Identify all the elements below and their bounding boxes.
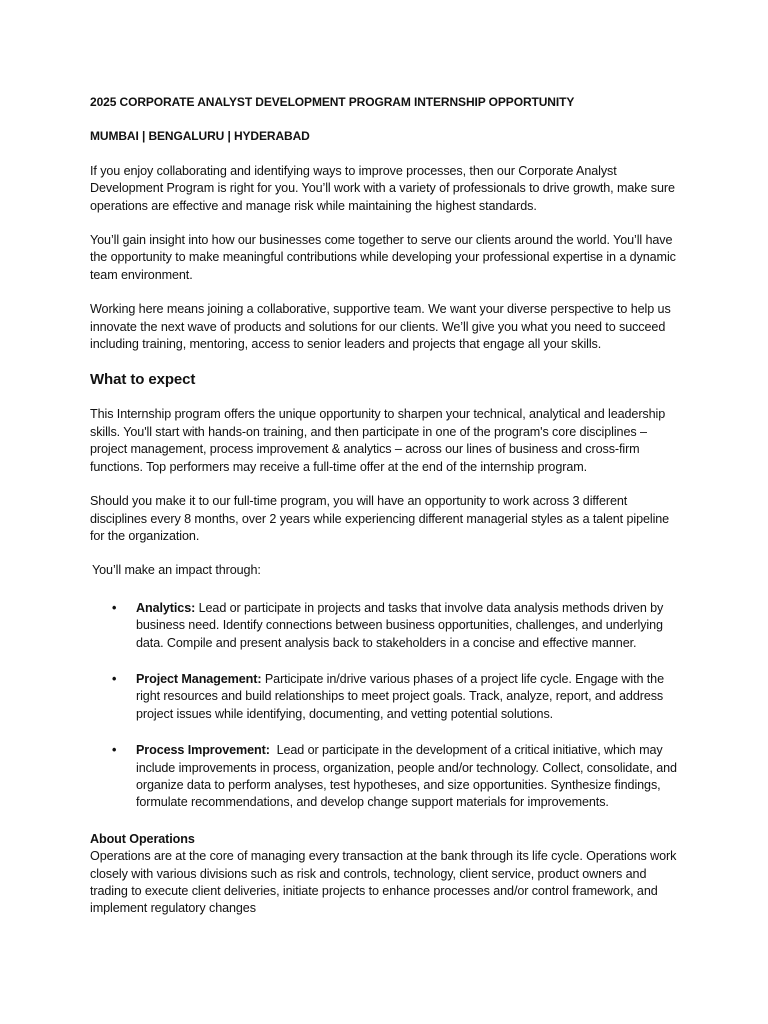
bullet-text: Lead or participate in the development of a critical initiative, which may include improvements in process, organization, people and/or technology. Collect, consolidate, and organize data to perform analyses, test hypotheses, and size opportunities. Synthesize findings, formulate recommendations, and develop change support materials for improvements. [136,743,681,810]
impact-list [90,600,680,812]
document-page [90,94,680,918]
bullet-text: Lead or participate in projects and tasks that involve data analysis methods driven by business need. Identify connections between business opportunities, challenges, and underlying data. Compile and present analysis back to stakeholders in a concise and effective manner. [136,600,664,650]
about-operations-heading: About Operations [90,831,195,846]
intro-paragraph-1: If you enjoy collaborating and identifying ways to improve processes, then our Corporate Analyst Development Program is right for you. You’ll work with a variety of professionals to drive growth, make sure operations are effective and manage risk while maintaining the highest standards. [90,163,675,213]
bullet-text: Participate in/drive various phases of a project life cycle. Engage with the right resources and build relationships to meet project goals. Track, analyze, report, and address project issues while identifying, documenting, and vetting potential solutions. [136,671,664,721]
list-item-project-management [90,671,680,723]
intro-paragraph-2: You’ll gain insight into how our businesses come together to serve our clients around the world. You’ll have the opportunity to make meaningful contributions while developing your professional expertise in a dynamic team environment. [90,233,676,282]
bullet-icon: • [112,743,117,758]
bullet-term: Process Improvement: [136,743,270,758]
expect-paragraph-2: Should you make it to our full-time program, you will have an opportunity to work across 3 different disciplines every 8 months, over 2 years while experiencing different managerial styles as a talent pipeline for the organization. [90,494,670,543]
locations-line: MUMBAI | BENGALURU | HYDERABAD [90,129,310,144]
bullet-icon: • [112,600,117,615]
list-item-analytics [90,600,680,652]
about-operations-text: Operations are at the core of managing every transaction at the bank through its life cycle. Operations work closely with various divisions such as risk and controls, technology, client service, product owners and trading to execute client deliveries, initiate projects to enhance processes and/or control framework, and implement regulatory changes [90,849,677,916]
bullet-icon: • [112,671,117,686]
bullet-term: Analytics: [136,600,196,615]
list-item-process-improvement [90,742,680,812]
impact-lead: You’ll make an impact through: [92,563,261,578]
intro-paragraph-3: Working here means joining a collaborative, supportive team. We want your diverse perspective to help us innovate the next wave of products and solutions for our clients. We’ll give you what you need to succeed including training, mentoring, access to senior leaders and projects that engage all your skills. [90,302,671,352]
bullet-term: Project Management: [136,671,262,686]
expect-paragraph-1: This Internship program offers the unique opportunity to sharpen your technical, analytical and leadership skills. You'll start with hands-on training, and then participate in one of the program's core disciplines –project management, process improvement & analytics – across our lines of business and cross-firm functions. Top performers may receive a full-time offer at the end of the internship program. [90,407,666,474]
document-title: 2025 CORPORATE ANALYST DEVELOPMENT PROGRAM INTERNSHIP OPPORTUNITY [90,95,575,109]
what-to-expect-heading: What to expect [90,371,196,389]
